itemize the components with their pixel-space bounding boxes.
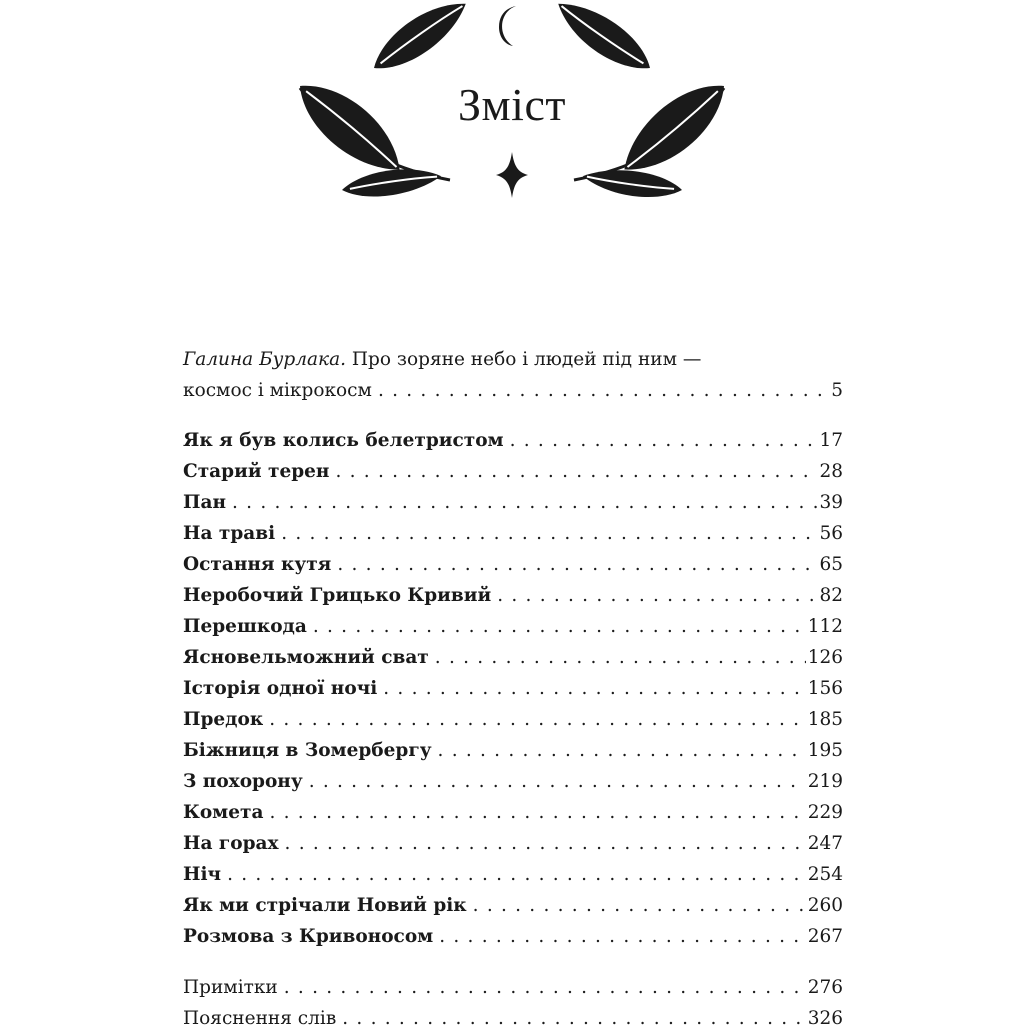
toc-entry[interactable] bbox=[183, 611, 843, 642]
dot-leader bbox=[438, 735, 806, 766]
dot-leader bbox=[284, 972, 806, 1003]
entry-title: Пояснення слів bbox=[183, 1008, 337, 1029]
toc-entry[interactable] bbox=[183, 921, 843, 952]
page-number: 219 bbox=[807, 771, 843, 792]
crescent-moon-icon bbox=[499, 6, 516, 46]
entry-title: Старий терен bbox=[183, 461, 330, 482]
toc-entry[interactable] bbox=[183, 704, 843, 735]
toc-entry[interactable] bbox=[183, 425, 843, 456]
toc-entry[interactable] bbox=[183, 859, 843, 890]
entry-title: Історія одної ночі bbox=[183, 678, 378, 699]
dot-leader bbox=[269, 704, 805, 735]
dot-leader bbox=[497, 580, 817, 611]
page-number: 326 bbox=[807, 1008, 843, 1029]
dot-leader bbox=[227, 859, 806, 890]
dot-leader bbox=[313, 611, 806, 642]
four-point-star-icon bbox=[496, 152, 528, 198]
intro-author: Галина Бурлака. bbox=[183, 349, 347, 370]
page-number: 65 bbox=[819, 554, 843, 575]
page-number: 254 bbox=[807, 864, 843, 885]
leaf-icon bbox=[364, 0, 475, 82]
dot-leader bbox=[337, 549, 817, 580]
dot-leader bbox=[473, 890, 806, 921]
page-number: 229 bbox=[807, 802, 843, 823]
toc-entry[interactable] bbox=[183, 890, 843, 921]
dot-leader bbox=[285, 828, 806, 859]
entry-title: Як ми стрічали Новий рік bbox=[183, 895, 467, 916]
page-number: 126 bbox=[807, 647, 843, 668]
toc-entry[interactable] bbox=[183, 518, 843, 549]
page-number: 260 bbox=[807, 895, 843, 916]
page-number: 82 bbox=[819, 585, 843, 606]
entry-title: На горах bbox=[183, 833, 279, 854]
toc-entry[interactable] bbox=[183, 766, 843, 797]
intro-title-line1: Про зоряне небо і людей під ним — bbox=[346, 349, 702, 370]
toc-entry[interactable] bbox=[183, 673, 843, 704]
page-number: 195 bbox=[807, 740, 843, 761]
page-number: 39 bbox=[819, 492, 843, 513]
dot-leader bbox=[281, 518, 817, 549]
toc-entry[interactable] bbox=[183, 456, 843, 487]
entry-title: Остання кутя bbox=[183, 554, 332, 575]
page-number: 112 bbox=[807, 616, 843, 637]
entry-title: Неробочий Грицько Кривий bbox=[183, 585, 492, 606]
dot-leader bbox=[232, 487, 817, 518]
entry-title: На траві bbox=[183, 523, 276, 544]
entry-title: Розмова з Кривоносом bbox=[183, 926, 434, 947]
entry-title: Ясновельможний сват bbox=[183, 647, 429, 668]
entry-title: Як я був колись белетристом bbox=[183, 430, 504, 451]
dot-leader bbox=[439, 921, 805, 952]
page-number: 247 bbox=[807, 833, 843, 854]
dot-leader bbox=[383, 673, 805, 704]
table-of-contents bbox=[183, 344, 843, 1034]
toc-entry[interactable] bbox=[183, 580, 843, 611]
toc-entry[interactable] bbox=[183, 972, 843, 1003]
page-number: 28 bbox=[819, 461, 843, 482]
page-number: 185 bbox=[807, 709, 843, 730]
page-number: 5 bbox=[831, 380, 843, 401]
entry-title: Біжниця в Зомербергу bbox=[183, 740, 432, 761]
entry-title: Ніч bbox=[183, 864, 222, 885]
entry-title: Перешкода bbox=[183, 616, 307, 637]
toc-entry[interactable] bbox=[183, 828, 843, 859]
dot-leader bbox=[510, 425, 818, 456]
dot-leader bbox=[269, 797, 805, 828]
dot-leader bbox=[309, 766, 806, 797]
page-title: Зміст bbox=[458, 79, 566, 130]
page-number: 56 bbox=[819, 523, 843, 544]
toc-entry[interactable] bbox=[183, 797, 843, 828]
leaf-icon bbox=[581, 164, 683, 202]
intro-entry-line1[interactable] bbox=[183, 344, 843, 375]
dot-leader bbox=[435, 642, 806, 673]
toc-entry[interactable] bbox=[183, 549, 843, 580]
toc-entry[interactable] bbox=[183, 487, 843, 518]
appendix-list bbox=[183, 972, 843, 1034]
page-number: 17 bbox=[819, 430, 843, 451]
toc-entry[interactable] bbox=[183, 642, 843, 673]
dot-leader bbox=[378, 375, 829, 406]
chapter-list bbox=[183, 425, 843, 952]
entry-title: Примітки bbox=[183, 977, 278, 998]
page-number: 267 bbox=[807, 926, 843, 947]
leaf-icon bbox=[548, 0, 659, 82]
entry-title: Предок bbox=[183, 709, 264, 730]
entry-title: Комета bbox=[183, 802, 264, 823]
toc-entry[interactable] bbox=[183, 735, 843, 766]
page-number: 156 bbox=[807, 678, 843, 699]
entry-title: З похорону bbox=[183, 771, 303, 792]
entry-title: Пан bbox=[183, 492, 226, 513]
page-number: 276 bbox=[807, 977, 843, 998]
intro-entry-line2[interactable] bbox=[183, 375, 843, 406]
dot-leader bbox=[342, 1003, 805, 1034]
toc-entry[interactable] bbox=[183, 1003, 843, 1034]
intro-title-line2: космос і мікрокосм bbox=[183, 380, 372, 401]
dot-leader bbox=[335, 456, 817, 487]
